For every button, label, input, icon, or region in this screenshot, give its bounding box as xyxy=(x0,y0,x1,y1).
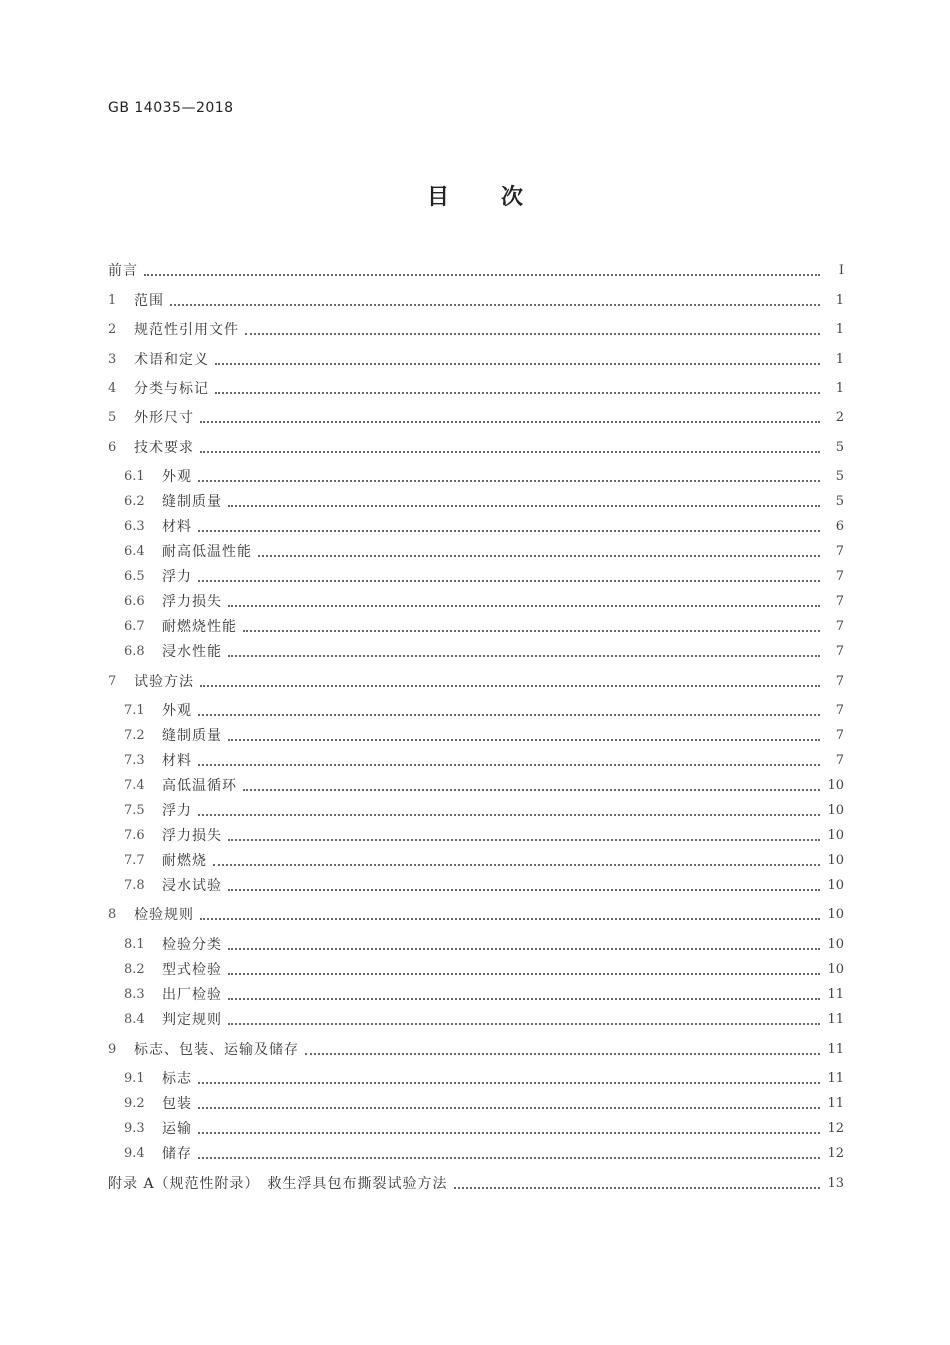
toc-entry-page: 7 xyxy=(835,543,844,559)
toc-entry[interactable] xyxy=(108,669,844,693)
toc-entry-number: 6.2 xyxy=(124,493,145,509)
toc-entry-title: 出厂检验 xyxy=(162,987,222,1003)
toc-entry-title: 前言 xyxy=(108,263,138,279)
toc-entry-title: 浮力 xyxy=(162,569,192,585)
toc-entry-number: 8.1 xyxy=(124,936,145,952)
toc-leader-dots xyxy=(245,327,820,335)
toc-entry-page: 5 xyxy=(835,439,844,455)
toc-entry-number: 1 xyxy=(108,292,117,308)
toc-entry[interactable] xyxy=(124,982,844,1006)
toc-entry-number: 6.1 xyxy=(124,468,145,484)
toc-entry-number: 2 xyxy=(108,321,117,337)
toc-entry[interactable] xyxy=(108,288,844,312)
toc-leader-dots xyxy=(198,574,820,582)
toc-leader-dots xyxy=(198,1126,820,1134)
toc-entry-number: 7.2 xyxy=(124,727,145,743)
toc-entry-number: 6.3 xyxy=(124,518,145,534)
toc-leader-dots xyxy=(200,445,820,453)
toc-leader-dots xyxy=(198,808,820,816)
toc-entry[interactable] xyxy=(108,405,844,429)
toc-entry[interactable] xyxy=(124,748,844,772)
toc-entry-page: 10 xyxy=(827,852,844,868)
toc-entry[interactable] xyxy=(124,957,844,981)
toc-leader-dots xyxy=(228,499,820,507)
toc-entry-number: 8.2 xyxy=(124,961,145,977)
toc-entry-number: 6 xyxy=(108,439,117,455)
toc-leader-dots xyxy=(243,783,820,791)
toc-entry-title: 耐燃烧 xyxy=(162,853,207,869)
toc-entry[interactable] xyxy=(124,1066,844,1090)
toc-entry-page: 11 xyxy=(827,986,844,1002)
toc-entry-number: 8.3 xyxy=(124,986,145,1002)
toc-entry-title: 规范性引用文件 xyxy=(134,322,239,338)
toc-entry-page: 7 xyxy=(835,618,844,634)
toc-entry-page: 7 xyxy=(835,568,844,584)
toc-entry-number: 7 xyxy=(108,673,117,689)
toc-entry-page: 11 xyxy=(827,1070,844,1086)
toc-leader-dots xyxy=(198,1101,820,1109)
toc-entry-number: 5 xyxy=(108,409,117,425)
toc-entry[interactable] xyxy=(108,435,844,459)
toc-entry-page: 5 xyxy=(835,468,844,484)
toc-leader-dots xyxy=(198,708,820,716)
toc-entry-number: 7.5 xyxy=(124,802,145,818)
toc-entry-title: 型式检验 xyxy=(162,962,222,978)
toc-entry-number: 7.7 xyxy=(124,852,145,868)
toc-entry-page: 7 xyxy=(835,673,844,689)
toc-entry[interactable] xyxy=(124,589,844,613)
toc-entry-title: 缝制质量 xyxy=(162,494,222,510)
toc-entry-title: 范围 xyxy=(134,293,164,309)
toc-entry-number: 7.8 xyxy=(124,877,145,893)
page-title-char-1: 目 xyxy=(426,185,449,210)
toc-entry[interactable] xyxy=(124,539,844,563)
toc-entry[interactable] xyxy=(124,932,844,956)
toc-leader-dots xyxy=(228,733,820,741)
toc-entry-title: 外形尺寸 xyxy=(134,410,194,426)
toc-leader-dots xyxy=(228,967,820,975)
toc-entry-title: 外观 xyxy=(162,703,192,719)
toc-entry[interactable] xyxy=(124,798,844,822)
toc-entry-page: 12 xyxy=(827,1120,844,1136)
toc-entry[interactable] xyxy=(124,489,844,513)
toc-entry-number: 6.4 xyxy=(124,543,145,559)
toc-entry-page: 1 xyxy=(835,351,844,367)
toc-entry-number: 6.6 xyxy=(124,593,145,609)
toc-entry-page: 7 xyxy=(835,702,844,718)
toc-entry-page: 6 xyxy=(835,518,844,534)
toc-entry-page: 10 xyxy=(827,802,844,818)
toc-entry-title: 包装 xyxy=(162,1096,192,1112)
toc-entry-title: 术语和定义 xyxy=(134,352,209,368)
toc-leader-dots xyxy=(243,624,820,632)
toc-entry[interactable] xyxy=(108,376,844,400)
toc-entry[interactable] xyxy=(124,1116,844,1140)
toc-entry-title: 外观 xyxy=(162,469,192,485)
toc-entry-page: 11 xyxy=(827,1011,844,1027)
toc-entry-page: 7 xyxy=(835,752,844,768)
toc-entry-page: 7 xyxy=(835,593,844,609)
toc-leader-dots xyxy=(170,298,820,306)
toc-entry-page: 10 xyxy=(827,777,844,793)
toc-entry[interactable] xyxy=(124,823,844,847)
toc-entry-page: 7 xyxy=(835,643,844,659)
toc-entry-page: 10 xyxy=(827,961,844,977)
toc-entry-number: 6.5 xyxy=(124,568,145,584)
toc-entry[interactable] xyxy=(124,614,844,638)
toc-entry-title: 储存 xyxy=(162,1146,192,1162)
toc-entry-number: 7.6 xyxy=(124,827,145,843)
toc-entry-number: 7.1 xyxy=(124,702,145,718)
toc-entry-number: 6.7 xyxy=(124,618,145,634)
toc-entry[interactable] xyxy=(108,317,844,341)
toc-entry-title: 附录 A（规范性附录） 救生浮具包布撕裂试验方法 xyxy=(108,1176,448,1192)
toc-leader-dots xyxy=(454,1181,820,1189)
toc-entry-title: 浮力 xyxy=(162,803,192,819)
toc-leader-dots xyxy=(215,386,820,394)
toc-entry-title: 检验分类 xyxy=(162,937,222,953)
toc-entry-title: 缝制质量 xyxy=(162,728,222,744)
toc-leader-dots xyxy=(228,599,820,607)
toc-entry-number: 8 xyxy=(108,906,117,922)
toc-entry-page: 10 xyxy=(827,936,844,952)
toc-entry-number: 3 xyxy=(108,351,117,367)
toc-entry[interactable] xyxy=(108,258,844,282)
toc-leader-dots xyxy=(144,268,820,276)
toc-entry[interactable] xyxy=(124,698,844,722)
toc-entry[interactable] xyxy=(124,1007,844,1031)
toc-entry[interactable] xyxy=(124,1091,844,1115)
toc-entry-title: 浮力损失 xyxy=(162,828,222,844)
toc-entry-title: 浮力损失 xyxy=(162,594,222,610)
toc-entry-number: 4 xyxy=(108,380,117,396)
toc-entry[interactable] xyxy=(124,773,844,797)
toc-leader-dots xyxy=(228,883,820,891)
toc-entry-title: 材料 xyxy=(162,519,192,535)
toc-entry-page: 2 xyxy=(835,409,844,425)
toc-entry[interactable] xyxy=(124,723,844,747)
toc-entry[interactable] xyxy=(108,902,844,926)
toc-entry-page: 10 xyxy=(827,906,844,922)
toc-leader-dots xyxy=(198,474,820,482)
toc-leader-dots xyxy=(215,357,820,365)
toc-entry[interactable] xyxy=(124,1141,844,1165)
toc-entry-title: 试验方法 xyxy=(134,674,194,690)
toc-entry-number: 9.3 xyxy=(124,1120,145,1136)
toc-leader-dots xyxy=(213,858,820,866)
toc-leader-dots xyxy=(200,679,820,687)
toc-entry-title: 耐燃烧性能 xyxy=(162,619,237,635)
toc-entry-page: 10 xyxy=(827,827,844,843)
toc-entry-number: 9.1 xyxy=(124,1070,145,1086)
toc-entry-page: 11 xyxy=(827,1041,844,1057)
toc-entry-page: 5 xyxy=(835,493,844,509)
toc-leader-dots xyxy=(200,912,820,920)
toc-entry-title: 标志 xyxy=(162,1071,192,1087)
toc-leader-dots xyxy=(305,1047,820,1055)
toc-entry[interactable] xyxy=(124,873,844,897)
toc-entry-title: 耐高低温性能 xyxy=(162,544,252,560)
toc-entry-title: 技术要求 xyxy=(134,440,194,456)
toc-entry-title: 分类与标记 xyxy=(134,381,209,397)
toc-entry-title: 浸水性能 xyxy=(162,644,222,660)
toc-entry-page: 7 xyxy=(835,727,844,743)
toc-entry-title: 标志、包装、运输及储存 xyxy=(134,1042,299,1058)
toc-entry[interactable] xyxy=(124,464,844,488)
toc-entry[interactable] xyxy=(124,639,844,663)
toc-entry[interactable] xyxy=(124,514,844,538)
toc-entry-number: 6.8 xyxy=(124,643,145,659)
toc-leader-dots xyxy=(228,992,820,1000)
toc-entry-page: 11 xyxy=(827,1095,844,1111)
toc-entry-title: 判定规则 xyxy=(162,1012,222,1028)
toc-leader-dots xyxy=(228,649,820,657)
toc-entry-title: 运输 xyxy=(162,1121,192,1137)
toc-leader-dots xyxy=(198,1151,820,1159)
toc-entry-title: 浸水试验 xyxy=(162,878,222,894)
toc-entry-number: 9.4 xyxy=(124,1145,145,1161)
toc-entry-page: 10 xyxy=(827,877,844,893)
toc-entry-page: 12 xyxy=(827,1145,844,1161)
toc-entry[interactable] xyxy=(108,1037,844,1061)
toc-leader-dots xyxy=(198,524,820,532)
toc-entry[interactable] xyxy=(124,848,844,872)
toc-leader-dots xyxy=(198,1076,820,1084)
toc-entry-number: 9 xyxy=(108,1041,117,1057)
toc-entry-page: 13 xyxy=(827,1175,844,1191)
toc-entry[interactable] xyxy=(108,1171,844,1195)
toc-entry[interactable] xyxy=(124,564,844,588)
toc-entry-number: 7.3 xyxy=(124,752,145,768)
toc-leader-dots xyxy=(228,942,820,950)
page-title xyxy=(0,180,950,211)
toc-entry-title: 高低温循环 xyxy=(162,778,237,794)
toc-entry-number: 9.2 xyxy=(124,1095,145,1111)
toc-entry-number: 8.4 xyxy=(124,1011,145,1027)
toc-entry[interactable] xyxy=(108,347,844,371)
toc-entry-page: 1 xyxy=(835,292,844,308)
toc-leader-dots xyxy=(198,758,820,766)
toc-leader-dots xyxy=(228,833,820,841)
toc-entry-page: 1 xyxy=(835,321,844,337)
toc-entry-page: Ⅰ xyxy=(838,262,844,278)
toc-entry-title: 检验规则 xyxy=(134,907,194,923)
toc-leader-dots xyxy=(228,1017,820,1025)
toc-entry-page: 1 xyxy=(835,380,844,396)
toc-leader-dots xyxy=(258,549,820,557)
toc-entry-number: 7.4 xyxy=(124,777,145,793)
toc-entry-title: 材料 xyxy=(162,753,192,769)
toc-leader-dots xyxy=(200,415,820,423)
standard-code: GB 14035—2018 xyxy=(108,100,234,116)
page-title-char-2: 次 xyxy=(501,185,524,210)
